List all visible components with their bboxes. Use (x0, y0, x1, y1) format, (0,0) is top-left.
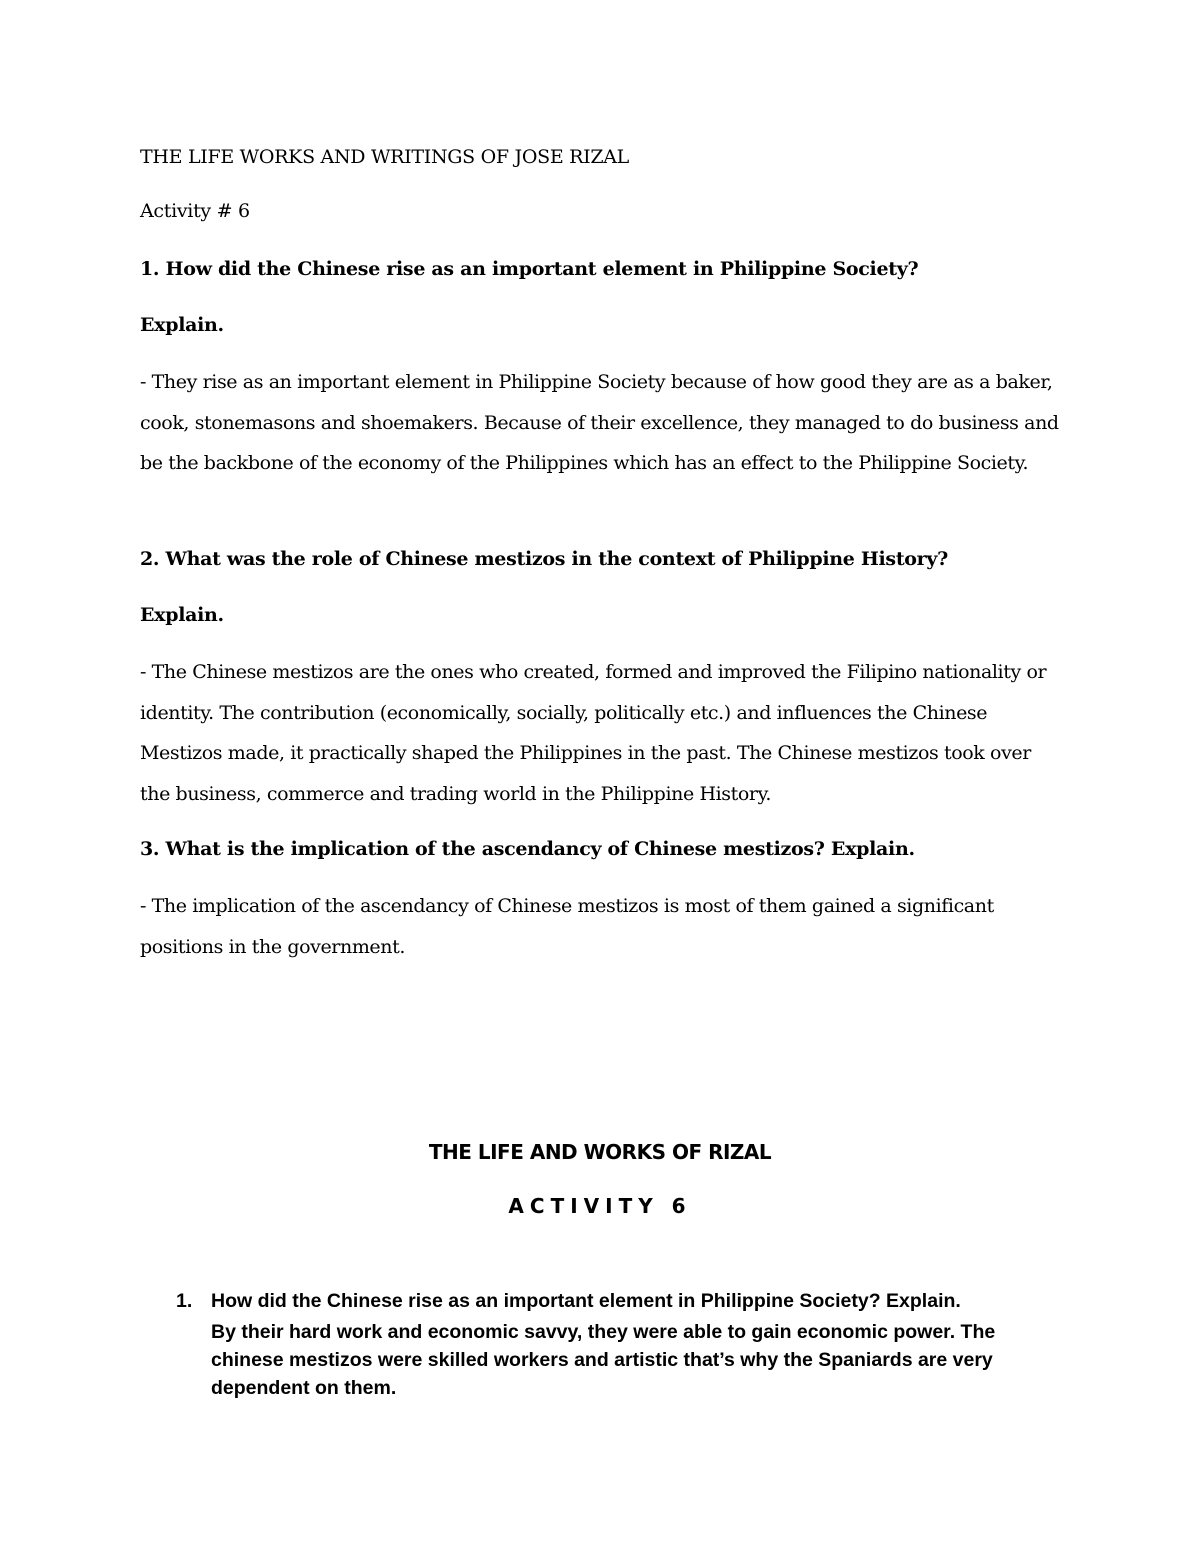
second-activity-label: ACTIVITY 6 (508, 1194, 692, 1218)
answer-3: - The implication of the ascendancy of Chinese mestizos is most of them gained a significant positions in the government. (140, 895, 994, 958)
question-1: 1. How did the Chinese rise as an important element in Philippine Society? (140, 258, 919, 280)
question-3: 3. What is the implication of the ascendancy of Chinese mestizos? Explain. (140, 838, 915, 860)
answer-2: - The Chinese mestizos are the ones who created, formed and improved the Filipino nationality or identity. The contribution (economically, socially, politically etc.) and influences the Chinese Mestizos made, it practically shaped the Philippines in the past. The Chinese mestizos took over the business, commerce and trading world in the Philippine History. (140, 661, 1047, 805)
list-number: 1. (176, 1290, 193, 1312)
question-2-explain: Explain. (140, 604, 224, 626)
second-question-1-text: How did the Chinese rise as an important element in Philippine Society? Explain. (211, 1290, 961, 1312)
activity-label: Activity # 6 (140, 200, 250, 222)
document-title: THE LIFE WORKS AND WRITINGS OF JOSE RIZAL (140, 146, 629, 168)
second-document-title: THE LIFE AND WORKS OF RIZAL (428, 1140, 772, 1164)
question-2: 2. What was the role of Chinese mestizos in the context of Philippine History? (140, 548, 948, 570)
answer-1: - They rise as an important element in Philippine Society because of how good they are as a baker, cook, stonemasons and shoemakers. Because of their excellence, they managed to do business and be the backbone of the economy of the Philippines which has an effect to the Philippine Society. (140, 371, 1059, 474)
second-answer-1: By their hard work and economic savvy, they were able to gain economic power. The chinese mestizos were skilled workers and artistic that’s why the Spaniards are very dependent on them. (211, 1321, 996, 1399)
question-1-explain: Explain. (140, 314, 224, 336)
